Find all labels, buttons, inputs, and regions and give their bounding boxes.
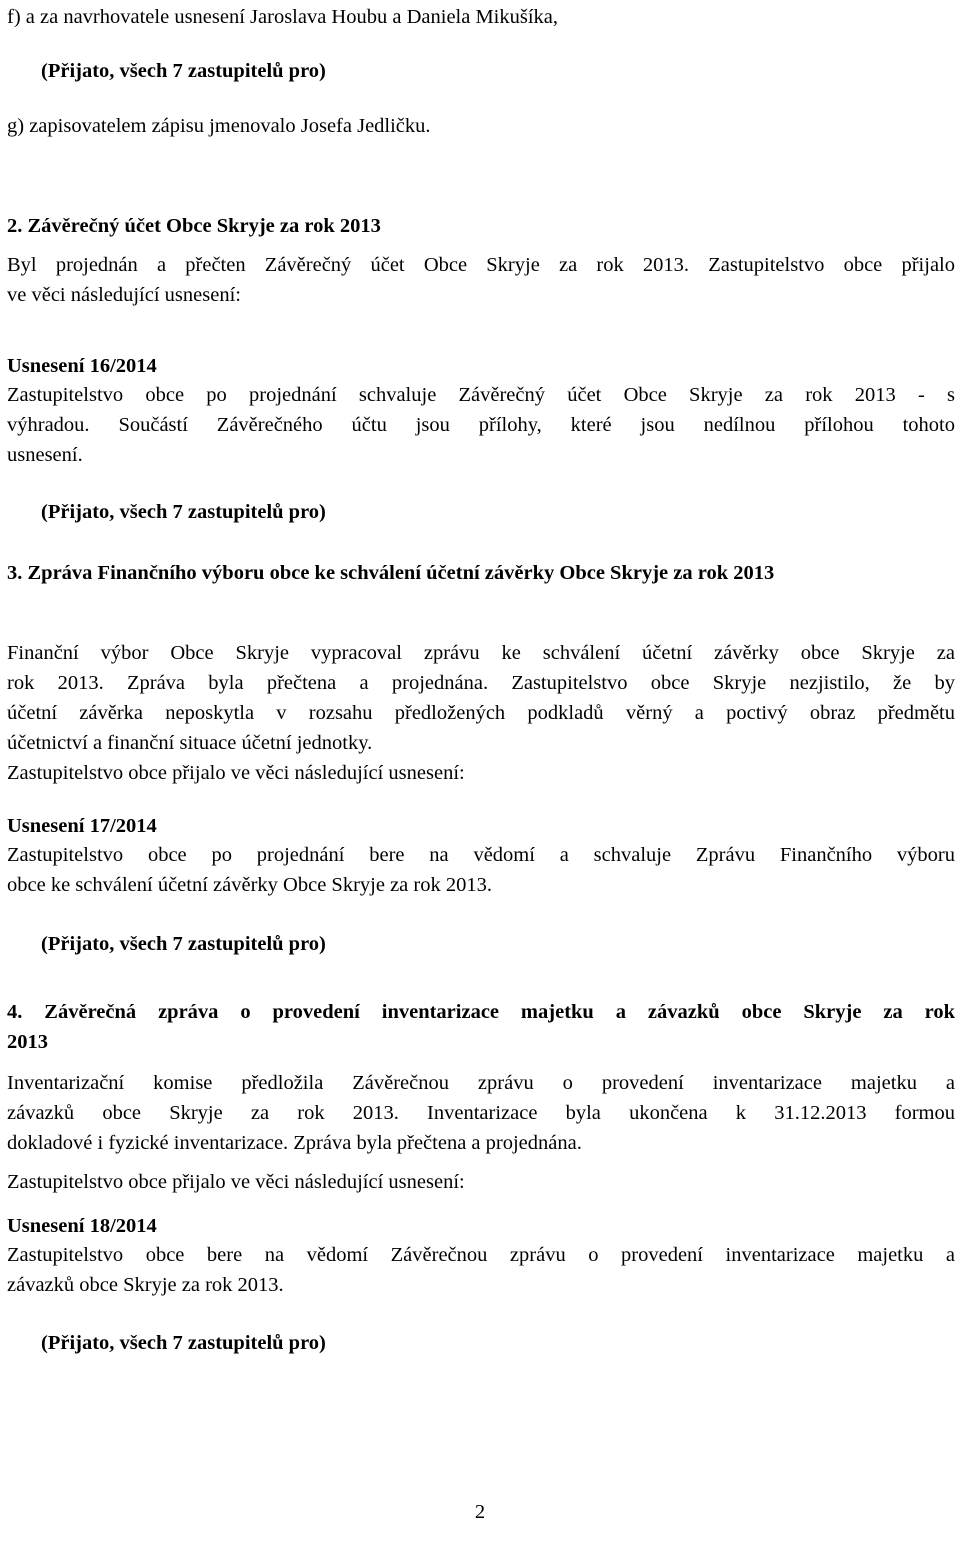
section-4-heading <box>7 997 955 1057</box>
text-line: rok 2013. Zpráva byla přečtena a projednána. Zastupitelstvo obce Skryje nezjistilo, že by <box>7 672 955 694</box>
text-line: obce ke schválení účetní závěrky Obce Skryje za rok 2013. <box>7 874 492 896</box>
resolution-title: Usnesení 17/2014 <box>7 815 157 837</box>
text-line: dokladové i fyzické inventarizace. Zpráva byla přečtena a projednána. <box>7 1132 582 1154</box>
page-number: 2 <box>474 1501 486 1523</box>
section-4-body <box>7 1068 955 1158</box>
text-line: usnesení. <box>7 444 83 466</box>
vote-result: (Přijato, všech 7 zastupitelů pro) <box>41 933 326 955</box>
resolution-text <box>7 380 955 470</box>
section-4-intro: Zastupitelstvo obce přijalo ve věci následující usnesení: <box>7 1171 465 1193</box>
text-line: Inventarizační komise předložila Závěrečnou zprávu o provedení inventarizace majetku a <box>7 1072 955 1094</box>
vote-result: (Přijato, všech 7 zastupitelů pro) <box>41 1332 326 1354</box>
text-line: Zastupitelstvo obce přijalo ve věci následující usnesení: <box>7 762 465 784</box>
section-3-body <box>7 638 955 788</box>
text-line: ve věci následující usnesení: <box>7 284 241 306</box>
text-line: Zastupitelstvo obce bere na vědomí Závěrečnou zprávu o provedení inventarizace majetku a <box>7 1244 955 1266</box>
vote-result: (Přijato, všech 7 zastupitelů pro) <box>41 60 326 82</box>
resolution-title: Usnesení 16/2014 <box>7 355 157 377</box>
heading-line: 2013 <box>7 1031 48 1053</box>
text-line: účetnictví a finanční situace účetní jednotky. <box>7 732 373 754</box>
text-line: závazků obce Skryje za rok 2013. Inventarizace byla ukončena k 31.12.2013 formou <box>7 1102 955 1124</box>
section-2-heading: 2. Závěrečný účet Obce Skryje za rok 2013 <box>7 215 381 237</box>
resolution-text <box>7 840 955 900</box>
text-line: účetní závěrka neposkytla v rozsahu předložených podkladů věrný a poctivý obraz předmětu <box>7 702 955 724</box>
text-line: Byl projednán a přečten Závěrečný účet Obce Skryje za rok 2013. Zastupitelstvo obce přijalo <box>7 254 955 276</box>
text-line: závazků obce Skryje za rok 2013. <box>7 1274 284 1296</box>
text-line: Finanční výbor Obce Skryje vypracoval zprávu ke schválení účetní závěrky obce Skryje za <box>7 642 955 664</box>
heading-line: 4. Závěrečná zpráva o provedení inventarizace majetku a závazků obce Skryje za rok <box>7 1001 955 1023</box>
resolution-text <box>7 1240 955 1300</box>
text-line: výhradou. Součástí Závěrečného účtu jsou přílohy, které jsou nedílnou přílohou tohoto <box>7 414 955 436</box>
text-line: Zastupitelstvo obce po projednání schvaluje Závěrečný účet Obce Skryje za rok 2013 - s <box>7 384 955 406</box>
item-f: f) a za navrhovatele usnesení Jaroslava Houbu a Daniela Mikušíka, <box>7 6 559 28</box>
section-2-intro <box>7 250 955 310</box>
vote-result: (Přijato, všech 7 zastupitelů pro) <box>41 501 326 523</box>
section-3-heading: 3. Zpráva Finančního výboru obce ke schválení účetní závěrky Obce Skryje za rok 2013 <box>7 562 775 584</box>
item-g: g) zapisovatelem zápisu jmenovalo Josefa Jedličku. <box>7 115 431 137</box>
resolution-title: Usnesení 18/2014 <box>7 1215 157 1237</box>
text-line: Zastupitelstvo obce po projednání bere na vědomí a schvaluje Zprávu Finančního výboru <box>7 844 955 866</box>
